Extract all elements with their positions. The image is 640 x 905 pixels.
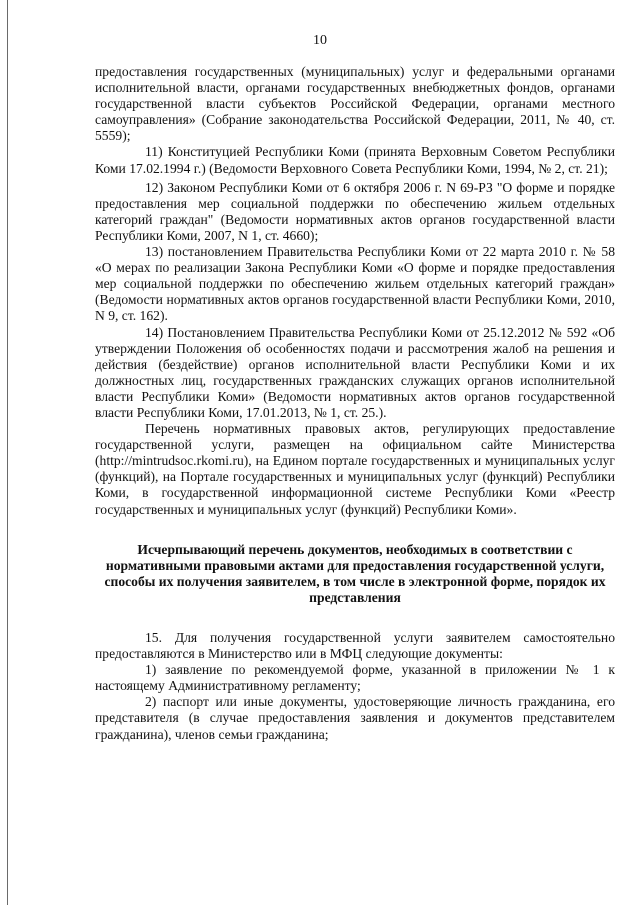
list-item-15-1: 1) заявление по рекомендуемой форме, указанной в приложении № 1 к настоящему Административному регламенту;	[95, 662, 615, 694]
list-item-15-2: 2) паспорт или иные документы, удостоверяющие личность гражданина, его представителя (в случае предоставления заявления и документов представителем гражданина), членов семьи гражданина;	[95, 694, 615, 742]
list-item-13: 13) постановлением Правительства Республики Коми от 22 марта 2010 г. № 58 «О мерах по реализации Закона Республики Коми «О форме и порядке предоставления мер социальной поддержки по обеспечению жильем отдельных категорий граждан» (Ведомости нормативных актов органов государственной власти Республики Коми, 2010, N 9, ст. 162).	[95, 244, 615, 324]
page-number: 10	[313, 33, 327, 48]
paragraph-continuation: предоставления государственных (муниципальных) услуг и федеральными органами исполнительной власти, органами государственных внебюджетных фондов, органами государственной власти субъектов Российской Федерации, органами местного самоуправления» (Собрание законодательства Российской Федерации, 2011, № 40, ст. 5559);	[95, 64, 615, 144]
scan-edge-line	[7, 0, 8, 905]
document-body	[95, 64, 615, 743]
section-heading: Исчерпывающий перечень документов, необходимых в соответствии с нормативными правовыми актами для предоставления государственной услуги, способы их получения заявителем, в том числе в электронной форме, порядок их представления	[104, 541, 606, 605]
list-item-11: 11) Конституцией Республики Коми (принята Верховным Советом Республики Коми 17.02.1994 г.) (Ведомости Верховного Совета Республики Коми, 1994, № 2, ст. 21);	[95, 144, 615, 176]
list-item-14: 14) Постановлением Правительства Республики Коми от 25.12.2012 № 592 «Об утверждении Положения об особенностях подачи и рассмотрения жалоб на решения и действия (бездействие) органов исполнительной власти Республики Коми и их должностных лиц, государственных гражданских служащих органов исполнительной власти Республики Коми» (Ведомости нормативных актов органов государственной власти Республики Коми, 17.01.2013, № 1, ст. 25.).	[95, 324, 615, 420]
regulations-list-paragraph: Перечень нормативных правовых актов, регулирующих предоставление государственной услуги, размещен на официальном сайте Министерства (http://mintrudsoc.rkomi.ru), на Едином портале государственных и муниципальных услуг (функций), на Портале государственных и муниципальных услуг (функций) Республики Коми, в государственной информационной системе Республики Коми «Реестр государственных и муниципальных услуг (функций) Республики Коми».	[95, 421, 615, 517]
paragraph-15: 15. Для получения государственной услуги заявителем самостоятельно предоставляются в Министерство или в МФЦ следующие документы:	[95, 630, 615, 662]
list-item-12: 12) Законом Республики Коми от 6 октября 2006 г. N 69-РЗ "О форме и порядке предоставления мер социальной поддержки по обеспечению жильем отдельных категорий граждан" (Ведомости нормативных актов органов государственной власти Республики Коми, 2007, N 1, ст. 4660);	[95, 179, 615, 243]
